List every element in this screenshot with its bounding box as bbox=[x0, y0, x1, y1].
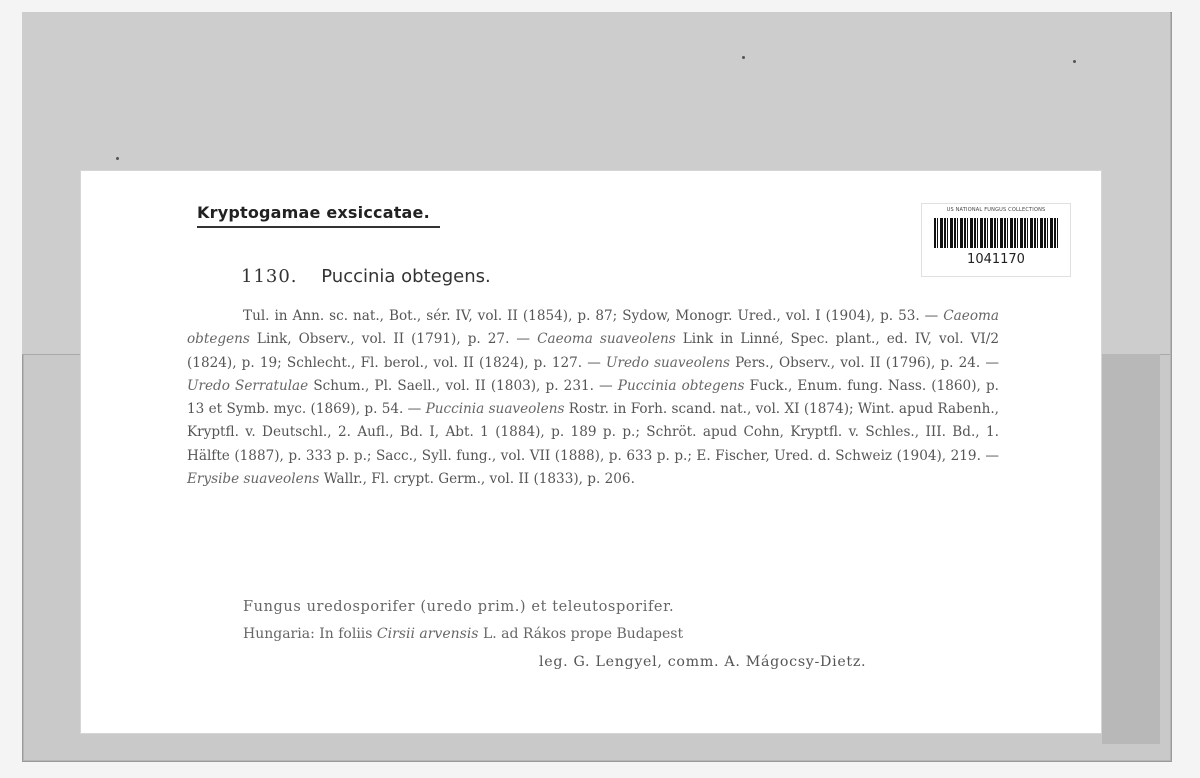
exsiccata-number: 1130. bbox=[241, 266, 298, 287]
spore-stage-note: Fungus uredosporifer (uredo prim.) et teleutosporifer. bbox=[243, 599, 675, 615]
synonym-name: Puccinia suaveolens bbox=[425, 401, 565, 418]
barcode-number: 1041170 bbox=[967, 252, 1025, 267]
specimen-speck bbox=[742, 56, 745, 59]
synonym-name: Uredo Serratulae bbox=[187, 377, 309, 394]
citation-text: Wallr., Fl. crypt. Germ., vol. II (1833), p. 206. bbox=[319, 471, 635, 488]
synonym-name: Uredo suaveolens bbox=[606, 354, 730, 371]
bibliography-text bbox=[187, 305, 999, 491]
collector-line: leg. G. Lengyel, comm. A. Mágocsy-Dietz. bbox=[539, 654, 867, 670]
barcode-sticker bbox=[921, 203, 1071, 277]
bibliography bbox=[187, 305, 999, 491]
specimen-label bbox=[80, 170, 1102, 734]
citation-text: Tul. in Ann. sc. nat., Bot., sér. IV, vol. II (1854), p. 87; Sydow, Monogr. Ured., vol. I (1904), p. 53. — bbox=[243, 308, 944, 324]
citation-text: Schum., Pl. Saell., vol. II (1803), p. 231. — bbox=[308, 377, 618, 394]
locality-suffix: L. ad Rákos prope Budapest bbox=[478, 626, 684, 642]
host-plant: Cirsii arvensis bbox=[376, 626, 479, 642]
species-name: Puccinia obtegens. bbox=[321, 266, 491, 287]
citation-text: Fuck., Enum. fung. Nass. (1860), p. 13 et Symb. myc. (1869), p. 54. — bbox=[187, 377, 999, 418]
locality-prefix: Hungaria: In foliis bbox=[243, 626, 377, 642]
specimen-speck bbox=[1073, 60, 1076, 63]
barcode-caption: US NATIONAL FUNGUS COLLECTIONS bbox=[946, 207, 1046, 213]
locality bbox=[243, 626, 683, 642]
barcode-icon bbox=[934, 218, 1058, 248]
species-heading bbox=[241, 266, 491, 287]
synonym-name: Caeoma obtegens bbox=[187, 308, 999, 348]
synonym-name: Caeoma suaveolens bbox=[537, 331, 676, 348]
citation-text: Pers., Observ., vol. II (1796), p. 24. — bbox=[729, 354, 999, 371]
label-header: Kryptogamae exsiccatae. bbox=[197, 203, 440, 228]
synonym-name: Erysibe suaveolens bbox=[187, 471, 320, 488]
citation-text: Rostr. in Forh. scand. nat., vol. XI (1874); Wint. apud Rabenh., Kryptfl. v. Deutschl., 2. Aufl., Bd. I, Abt. 1 (1884), p. 189 p. p.; Schröt. apud Cohn, Kryptfl. v. Schles., III. Bd., 1. Hälfte (1887), p. 333 p. p.; Sacc., Syll. fung., vol. VII (1888), p. 633 p. p.; E. Fischer, Ured. d. Schweiz (1904), 219. — bbox=[187, 401, 1000, 464]
synonym-name: Puccinia obtegens bbox=[617, 377, 745, 394]
envelope-edge bbox=[1102, 354, 1160, 744]
citation-text: Link, Observ., vol. II (1791), p. 27. — bbox=[249, 331, 538, 348]
citation-text: Link in Linné, Spec. plant., ed. IV, vol. VI/2 (1824), p. 19; Schlecht., Fl. berol., vol. II (1824), p. 127. — bbox=[187, 331, 1000, 371]
specimen-speck bbox=[116, 157, 119, 160]
